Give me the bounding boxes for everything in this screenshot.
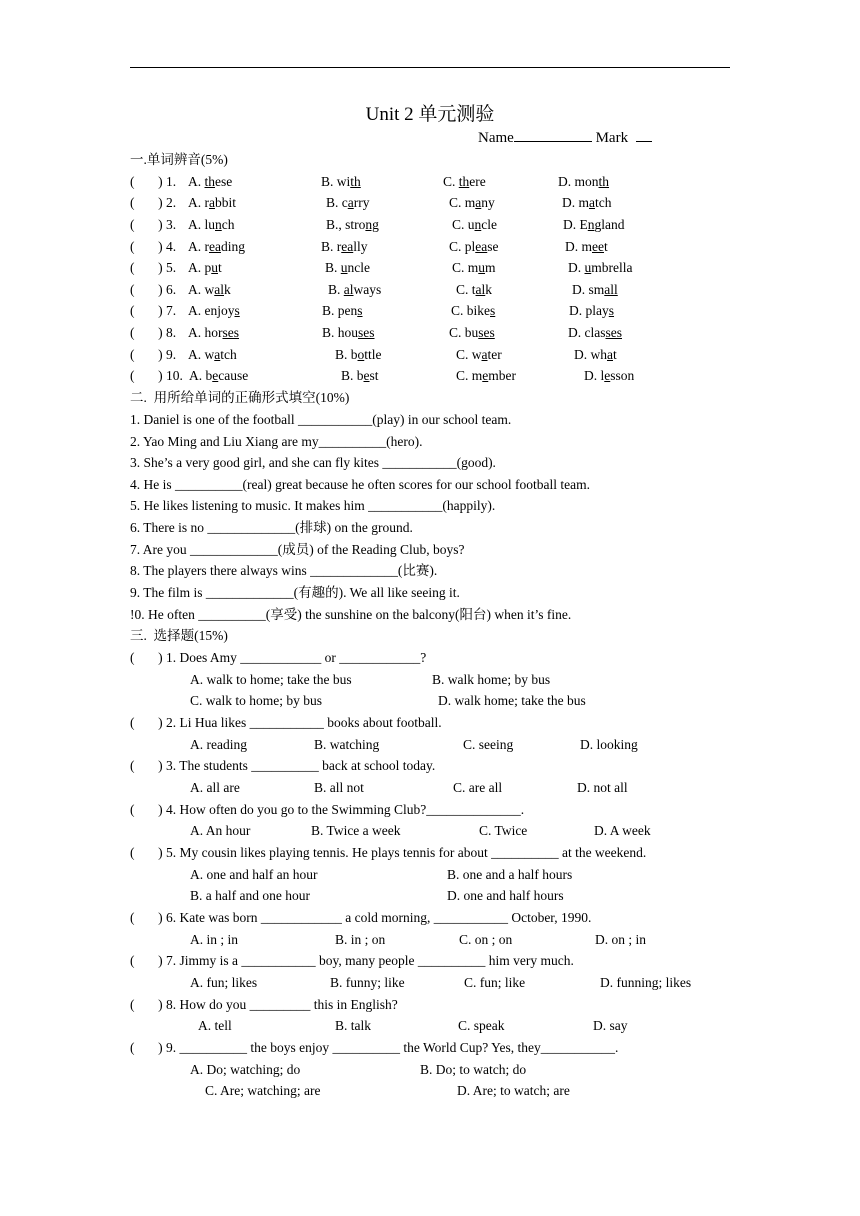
word-suffix: mbrella: [591, 260, 633, 275]
underlined-sound: ee: [592, 239, 604, 254]
underlined-sound: a: [607, 347, 613, 362]
word-option: [321, 236, 368, 257]
underlined-sound: all: [604, 282, 618, 297]
word-option: [322, 300, 363, 321]
word-suffix: mber: [488, 368, 517, 383]
word-suffix: ttle: [364, 347, 382, 362]
mc-option: C. walk to home; by bus: [190, 693, 322, 708]
word-suffix: se: [487, 239, 499, 254]
word-suffix: ways: [353, 282, 382, 297]
word-prefix: C. u: [452, 217, 475, 232]
word-suffix: k: [224, 282, 231, 297]
answer-paren[interactable]: ( ): [130, 347, 163, 362]
underlined-sound: a: [481, 347, 488, 362]
word-prefix: D. wh: [574, 347, 607, 362]
underlined-sound: th: [458, 174, 470, 189]
word-suffix: ding: [220, 239, 245, 254]
word-option: [569, 300, 614, 321]
word-prefix: B. c: [326, 195, 348, 210]
word-option: [188, 214, 235, 235]
word-option: [452, 214, 497, 235]
word-suffix: st: [369, 368, 379, 383]
mc-option: B. all not: [314, 780, 364, 795]
mc-option: C. fun; like: [464, 975, 526, 990]
mc-question: ( ) 6. Kate was born ____________ a cold morning, ___________ October, 1990.: [130, 910, 592, 925]
word-option: [188, 192, 236, 213]
mc-option: C. speak: [458, 1018, 505, 1033]
item-number: 6.: [166, 282, 177, 297]
item-number: 5.: [166, 260, 177, 275]
underlined-sound: th: [204, 174, 216, 189]
word-option: [452, 257, 496, 278]
underlined-sound: al: [214, 282, 224, 297]
word-option: [572, 279, 618, 300]
word-prefix: B. b: [335, 347, 358, 362]
word-prefix: C. bu: [449, 325, 479, 340]
underlined-sound: o: [357, 347, 365, 362]
answer-paren[interactable]: ( ): [130, 368, 163, 383]
word-prefix: C. m: [456, 368, 483, 383]
mc-option: C. seeing: [463, 737, 514, 752]
underlined-sound: s: [608, 303, 615, 318]
word-option: [326, 214, 379, 235]
mc-option: D. Are; to watch; are: [457, 1083, 570, 1098]
word-option: [321, 171, 361, 192]
answer-paren[interactable]: ( ): [130, 195, 163, 210]
word-option: [188, 257, 222, 278]
mc-option: B. one and a half hours: [447, 867, 573, 882]
underlined-sound: u: [340, 260, 348, 275]
name-mark-row: [478, 126, 652, 149]
underlined-sound: a: [214, 347, 221, 362]
mc-option: D. on ; in: [595, 932, 647, 947]
word-option: [443, 171, 486, 192]
fill-item: 5. He likes listening to music. It makes him ___________(happily).: [130, 498, 496, 513]
underlined-sound: ea: [475, 239, 488, 254]
mc-question: ( ) 7. Jimmy is a ___________ boy, many people __________ him very much.: [130, 953, 574, 968]
item-number: 10.: [166, 368, 183, 383]
word-option: [188, 279, 231, 300]
mc-option: A. in ; in: [190, 932, 239, 947]
item-number: 9.: [166, 347, 177, 362]
mc-option: A. fun; likes: [190, 975, 258, 990]
underlined-sound: ses: [478, 325, 495, 340]
fill-item: 7. Are you _____________(成员) of the Reading Club, boys?: [130, 542, 465, 557]
word-prefix: A. w: [188, 347, 215, 362]
word-option: [456, 344, 502, 365]
underlined-sound: e: [363, 368, 370, 383]
word-prefix: C. m: [452, 260, 479, 275]
underlined-sound: n: [474, 217, 482, 232]
underlined-sound: s: [234, 303, 240, 318]
word-option: [584, 365, 634, 386]
mc-option: D. say: [593, 1018, 628, 1033]
fill-item: 1. Daniel is one of the football ___________(play) in our school team.: [130, 412, 512, 427]
word-prefix: B.: [325, 260, 341, 275]
word-prefix: B. pen: [322, 303, 358, 318]
word-suffix: cle: [481, 217, 498, 232]
word-option: [189, 365, 248, 386]
word-option: [188, 344, 237, 365]
header-rule: [130, 67, 730, 68]
word-option: [325, 257, 370, 278]
word-suffix: t: [603, 239, 608, 254]
word-suffix: ere: [469, 174, 486, 189]
underlined-sound: al: [343, 282, 354, 297]
item-number: 7.: [166, 303, 177, 318]
underlined-sound: a: [209, 195, 215, 210]
mc-option: D. walk home; take the bus: [438, 693, 586, 708]
mc-option: A. Do; watching; do: [190, 1062, 301, 1077]
mc-option: C. on ; on: [459, 932, 513, 947]
underlined-sound: u: [478, 260, 486, 275]
mc-option: B. Twice a week: [311, 823, 401, 838]
mc-option: D. funning; likes: [600, 975, 692, 990]
word-suffix: sson: [610, 368, 635, 383]
fill-item: 8. The players there always wins _____________(比赛).: [130, 563, 438, 578]
mc-option: B. watching: [314, 737, 380, 752]
name-label: Name: [478, 130, 514, 146]
mc-option: B. walk home; by bus: [432, 672, 551, 687]
mc-option: D. looking: [580, 737, 638, 752]
answer-paren[interactable]: ( ): [130, 260, 163, 275]
underlined-sound: s: [490, 303, 496, 318]
item-number: 3.: [166, 217, 177, 232]
answer-paren[interactable]: ( ): [130, 239, 163, 254]
mc-option: D. one and half hours: [447, 888, 564, 903]
mc-option: B. funny; like: [330, 975, 405, 990]
underlined-sound: ses: [358, 325, 375, 340]
word-suffix: cause: [218, 368, 249, 383]
word-suffix: rry: [353, 195, 370, 210]
word-prefix: C.: [443, 174, 459, 189]
word-suffix: t: [218, 260, 222, 275]
word-prefix: D. m: [565, 239, 592, 254]
word-option: [188, 322, 239, 343]
underlined-sound: al: [475, 282, 486, 297]
word-option: [188, 171, 232, 192]
item-number: 8.: [166, 325, 177, 340]
mc-option: D. not all: [577, 780, 628, 795]
word-prefix: D. clas: [568, 325, 606, 340]
word-prefix: D. m: [562, 195, 589, 210]
word-suffix: tch: [595, 195, 612, 210]
word-option: [456, 365, 516, 386]
word-option: [565, 236, 608, 257]
mc-option: A. reading: [190, 737, 247, 752]
section3-heading: 三. 选择题(15%): [130, 628, 228, 643]
mc-option: A. An hour: [190, 823, 251, 838]
mc-option: A. walk to home; take the bus: [190, 672, 352, 687]
underlined-sound: n: [587, 217, 595, 232]
mc-question: ( ) 9. __________ the boys enjoy __________ the World Cup? Yes, they___________.: [130, 1040, 619, 1055]
fill-item: 4. He is __________(real) great because he often scores for our school football team.: [130, 477, 590, 492]
word-prefix: C. t: [456, 282, 476, 297]
mc-question: ( ) 2. Li Hua likes ___________ books about football.: [130, 715, 442, 730]
mc-option: C. are all: [453, 780, 503, 795]
mc-option: B. talk: [335, 1018, 371, 1033]
word-option: [449, 192, 495, 213]
mc-question: ( ) 4. How often do you go to the Swimming Club?______________.: [130, 802, 525, 817]
underlined-sound: e: [482, 368, 489, 383]
word-suffix: k: [485, 282, 493, 297]
mc-option: B. in ; on: [335, 932, 386, 947]
word-prefix: D. sm: [572, 282, 605, 297]
mc-option: C. Are; watching; are: [205, 1083, 321, 1098]
word-prefix: C. m: [449, 195, 476, 210]
word-option: [322, 322, 375, 343]
word-prefix: D. play: [569, 303, 609, 318]
underlined-sound: th: [350, 174, 361, 189]
fill-item: 2. Yao Ming and Liu Xiang are my__________(hero).: [130, 434, 423, 449]
word-prefix: A. hor: [188, 325, 223, 340]
word-prefix: C. pl: [449, 239, 476, 254]
word-prefix: A. enjoy: [188, 303, 235, 318]
word-option: [449, 322, 495, 343]
fill-item: !0. He often __________(享受) the sunshine on the balcony(阳台) when it’s fine.: [130, 607, 572, 622]
word-prefix: C. w: [456, 347, 482, 362]
item-number: 4.: [166, 239, 177, 254]
word-option: [574, 344, 617, 365]
page-title: Unit 2 单元测验: [365, 104, 495, 125]
word-option: [328, 279, 381, 300]
fill-item: 3. She’s a very good girl, and she can fly kites ___________(good).: [130, 455, 496, 470]
word-option: [563, 214, 625, 235]
word-prefix: A. r: [188, 195, 209, 210]
word-prefix: D. E: [563, 217, 588, 232]
name-blank[interactable]: [514, 126, 592, 142]
word-suffix: lly: [353, 239, 368, 254]
word-suffix: bbit: [215, 195, 237, 210]
word-prefix: B., stro: [326, 217, 366, 232]
word-suffix: ncle: [347, 260, 371, 275]
word-prefix: A. p: [188, 260, 212, 275]
answer-paren[interactable]: ( ): [130, 174, 163, 189]
answer-paren[interactable]: ( ): [130, 217, 163, 232]
word-option: [456, 279, 492, 300]
underlined-sound: u: [584, 260, 592, 275]
word-prefix: C. bike: [451, 303, 490, 318]
item-number: 2.: [166, 195, 177, 210]
mc-question: ( ) 1. Does Amy ____________ or ____________?: [130, 650, 427, 665]
word-prefix: D. mon: [558, 174, 599, 189]
underlined-sound: u: [211, 260, 218, 275]
mc-option: B. a half and one hour: [190, 888, 310, 903]
word-suffix: tch: [220, 347, 237, 362]
word-suffix: ese: [215, 174, 233, 189]
mc-question: ( ) 5. My cousin likes playing tennis. He plays tennis for about __________ at the weekend.: [130, 845, 647, 860]
word-prefix: B.: [328, 282, 344, 297]
mc-option: C. Twice: [479, 823, 528, 838]
word-suffix: m: [485, 260, 496, 275]
word-prefix: A.: [188, 174, 205, 189]
word-prefix: A. r: [188, 239, 209, 254]
word-option: [326, 192, 370, 213]
section1-heading: 一.单词辨音(5%): [130, 152, 228, 167]
word-prefix: B. b: [341, 368, 364, 383]
underlined-sound: ng: [365, 217, 379, 232]
underlined-sound: n: [215, 217, 222, 232]
mc-option: B. Do; to watch; do: [420, 1062, 527, 1077]
word-option: [449, 236, 499, 257]
word-suffix: ny: [481, 195, 495, 210]
mc-option: D. A week: [594, 823, 651, 838]
underlined-sound: e: [212, 368, 219, 383]
underlined-sound: ses: [605, 325, 622, 340]
word-option: [188, 300, 240, 321]
word-suffix: ter: [487, 347, 502, 362]
word-option: [335, 344, 382, 365]
underlined-sound: th: [598, 174, 610, 189]
fill-item: 6. There is no _____________(排球) on the ground.: [130, 520, 413, 535]
word-suffix: t: [613, 347, 617, 362]
word-prefix: A. w: [188, 282, 215, 297]
answer-paren[interactable]: ( ): [130, 282, 163, 297]
section2-heading: 二. 用所给单词的正确形式填空(10%): [130, 390, 350, 405]
word-prefix: A. lu: [188, 217, 215, 232]
answer-paren[interactable]: ( ): [130, 303, 163, 318]
word-suffix: gland: [594, 217, 625, 232]
word-option: [558, 171, 609, 192]
word-prefix: B. wi: [321, 174, 351, 189]
word-option: [341, 365, 379, 386]
underlined-sound: e: [604, 368, 611, 383]
word-option: [562, 192, 612, 213]
word-prefix: B. hou: [322, 325, 359, 340]
word-option: [568, 257, 632, 278]
item-number: 1.: [166, 174, 177, 189]
mark-label: Mark: [595, 130, 629, 146]
word-option: [451, 300, 495, 321]
mc-question: ( ) 8. How do you _________ this in English?: [130, 997, 398, 1012]
underlined-sound: a: [475, 195, 482, 210]
word-prefix: A. b: [189, 368, 213, 383]
word-prefix: D. l: [584, 368, 605, 383]
underlined-sound: ea: [341, 239, 354, 254]
word-suffix: ch: [221, 217, 235, 232]
mc-option: A. tell: [198, 1018, 232, 1033]
underlined-sound: a: [347, 195, 354, 210]
underlined-sound: s: [357, 303, 363, 318]
word-option: [568, 322, 622, 343]
word-option: [188, 236, 245, 257]
mc-question: ( ) 3. The students __________ back at school today.: [130, 758, 436, 773]
word-prefix: D.: [568, 260, 585, 275]
fill-item: 9. The film is _____________(有趣的). We all like seeing it.: [130, 585, 460, 600]
underlined-sound: ses: [222, 325, 239, 340]
mark-blank[interactable]: [636, 126, 652, 142]
underlined-sound: a: [589, 195, 595, 210]
word-prefix: B. r: [321, 239, 342, 254]
mc-option: A. one and half an hour: [190, 867, 318, 882]
mc-option: A. all are: [190, 780, 240, 795]
answer-paren[interactable]: ( ): [130, 325, 163, 340]
underlined-sound: ea: [209, 239, 221, 254]
